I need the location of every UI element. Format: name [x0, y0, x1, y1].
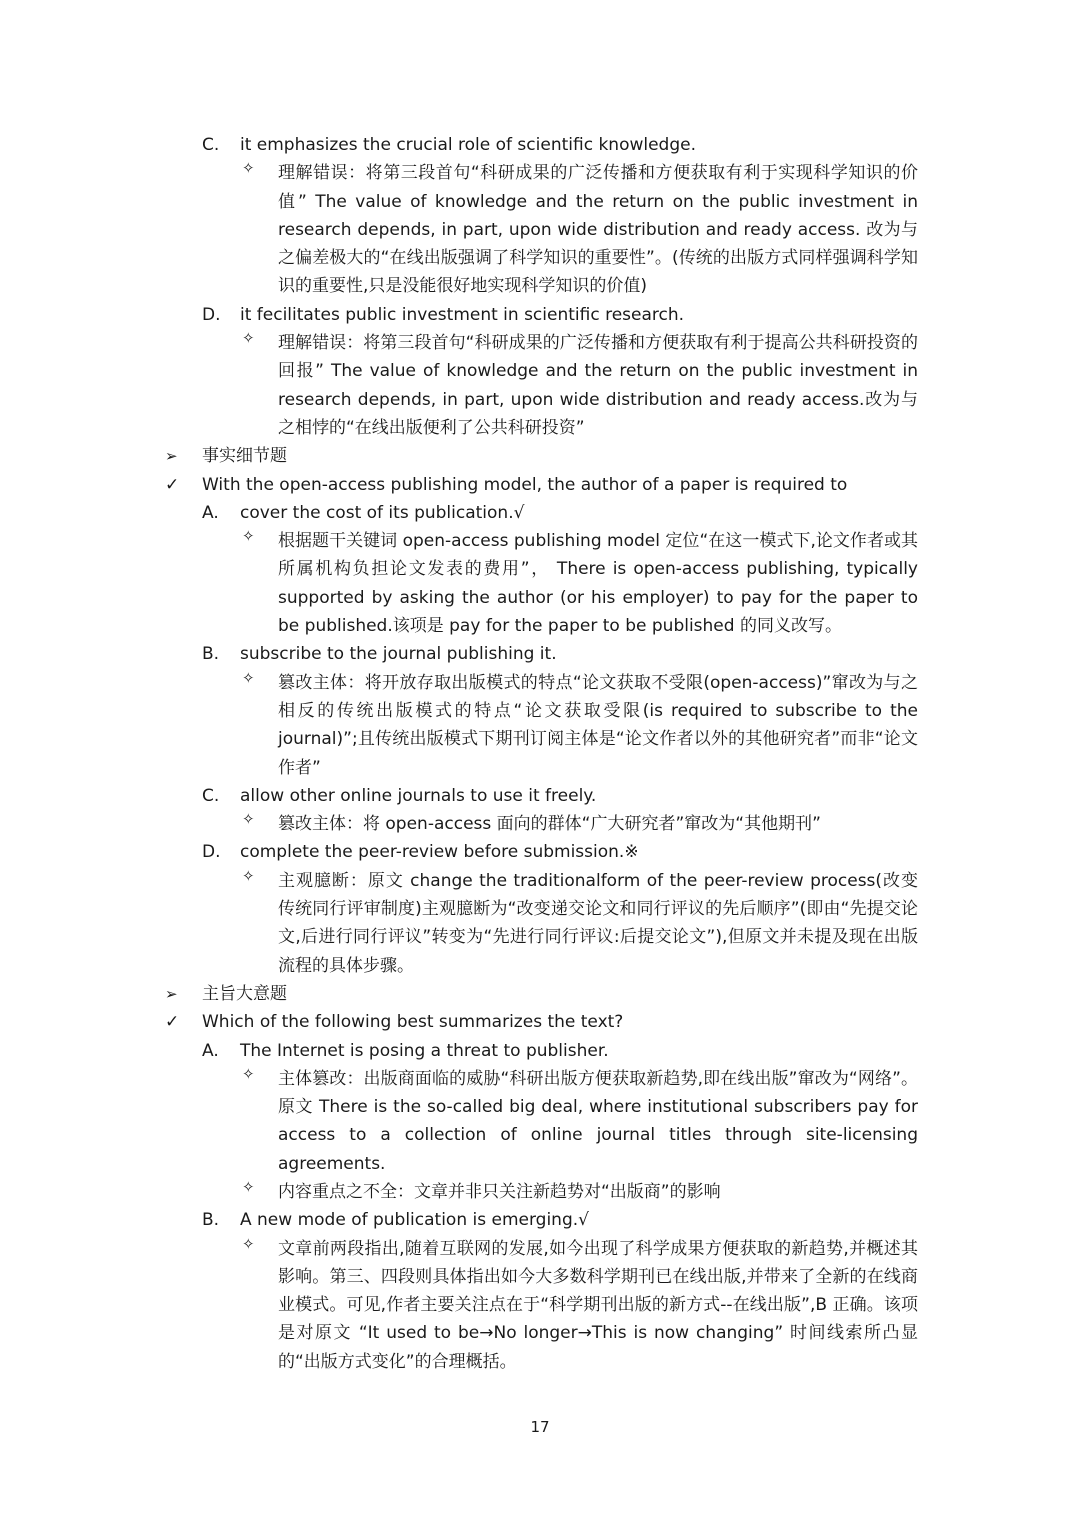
- option-text: allow other online journals to use it freely.: [240, 785, 597, 806]
- section-heading: [160, 442, 920, 470]
- question-text: Which of the following best summarizes the text?: [202, 1012, 624, 1033]
- explanation-item: [160, 527, 918, 640]
- option-letter: C.: [202, 785, 220, 806]
- explanation-text: 篡改主体：将 open-access 面向的群体“广大研究者”窜改为“其他期刊”: [278, 814, 821, 835]
- checkmark-icon: ✓: [165, 1012, 180, 1033]
- option-letter: A.: [202, 1040, 219, 1061]
- option-text: The Internet is posing a threat to publisher.: [240, 1040, 609, 1061]
- section-heading: [160, 980, 920, 1008]
- explanation-text: 内容重点之不全：文章并非只关注新趋势对“出版商”的影响: [278, 1181, 721, 1202]
- explanation-item: [160, 1178, 918, 1206]
- option-letter: B.: [202, 644, 220, 665]
- diamond-bullet-icon: ✧: [242, 668, 255, 687]
- option-letter: A.: [202, 502, 219, 523]
- option-text: cover the cost of its publication.√: [240, 502, 525, 523]
- section-title: 事实细节题: [202, 446, 287, 467]
- explanation-text: 文章前两段指出,随着互联网的发展,如今出现了科学成果方便获取的新趋势,并概述其影响。第三、四段则具体指出如今大多数科学期刊已在线出版,并带来了全新的在线商业模式。可见,作者主要关注点在于“科学期刊出版的新方式--在线出版”,B 正确。该项是对原文 “It used to be→No longer→This is now changing” 时间线索所凸显的“出版方式变化”的合理概括。: [278, 1238, 918, 1372]
- page-content: [160, 131, 920, 1376]
- diamond-bullet-icon: ✧: [242, 329, 255, 348]
- arrow-bullet-icon: ➢: [165, 447, 178, 466]
- explanation-item: [160, 867, 918, 980]
- option-text: complete the peer-review before submission.※: [240, 842, 639, 863]
- section-title: 主旨大意题: [202, 983, 287, 1004]
- option-letter: D.: [202, 304, 221, 325]
- option-text: subscribe to the journal publishing it.: [240, 644, 557, 665]
- explanation-text: 主观臆断：原文 change the traditionalform of the peer-review process(改变传统同行评审制度)主观臆断为“改变递交论文和同行评议的先后顺序”(即由“先提交论文,后进行同行评议”转变为“先进行同行评议:后提交论文”),但原文并未提及现在出版流程的具体步骤。: [278, 870, 918, 976]
- diamond-bullet-icon: ✧: [242, 1234, 255, 1253]
- question-text: With the open-access publishing model, the author of a paper is required to: [202, 474, 848, 495]
- question: [160, 471, 920, 499]
- option-a: [160, 1037, 920, 1065]
- explanation-item: [160, 329, 918, 442]
- option-text: A new mode of publication is emerging.√: [240, 1210, 589, 1231]
- option-letter: C.: [202, 135, 220, 155]
- checkmark-icon: ✓: [165, 474, 180, 495]
- page-number: 17: [530, 1418, 550, 1436]
- option-d: [160, 301, 920, 329]
- explanation-text: 理解错误：将第三段首句“科研成果的广泛传播和方便获取有利于提高公共科研投资的回报” The value of knowledge and the return on the public investment in research depends, in part, upon wide distribution and ready access.改为与之相悖的“在线出版便利了公共科研投资”: [278, 333, 918, 438]
- diamond-bullet-icon: ✧: [242, 527, 255, 546]
- option-text: it emphasizes the crucial role of scientific knowledge.: [240, 135, 696, 155]
- option-a: [160, 499, 920, 527]
- diamond-bullet-icon: ✧: [242, 810, 255, 829]
- question: [160, 1008, 920, 1036]
- option-c: [160, 131, 920, 159]
- explanation-item: [160, 669, 918, 782]
- option-d: [160, 838, 920, 866]
- explanation-item: [160, 810, 918, 838]
- option-c: [160, 782, 920, 810]
- explanation-item: [160, 1065, 918, 1178]
- explanation-item: [160, 159, 918, 300]
- diamond-bullet-icon: ✧: [242, 866, 255, 885]
- option-text: it fecilitates public investment in scientific research.: [240, 304, 685, 325]
- diamond-bullet-icon: ✧: [242, 159, 255, 178]
- option-letter: D.: [202, 842, 221, 863]
- explanation-text: 篡改主体：将开放存取出版模式的特点“论文获取不受限(open-access)”窜改为与之相反的传统出版模式的特点“论文获取受限(is required to subscribe to the journal)”;且传统出版模式下期刊订阅主体是“论文作者以外的其他研究者”而非“论文作者”: [278, 672, 918, 778]
- option-letter: B.: [202, 1210, 220, 1231]
- arrow-bullet-icon: ➢: [165, 984, 178, 1003]
- explanation-item: [160, 1235, 918, 1376]
- explanation-text: 根据题干关键词 open-access publishing model 定位“在这一模式下,论文作者或其所属机构负担论文发表的费用”， There is open-access publishing, typically supported by asking the author (or his employer) to pay for the paper to be published.该项是 pay for the paper to be published 的同义改写。: [278, 531, 918, 637]
- option-b: [160, 640, 920, 668]
- diamond-bullet-icon: ✧: [242, 1177, 255, 1196]
- explanation-text: 理解错误：将第三段首句“科研成果的广泛传播和方便获取有利于实现科学知识的价值” The value of knowledge and the return on the public investment in research depends, in part, upon wide distribution and ready access. 改为与之偏差极大的“在线出版强调了科学知识的重要性”。(传统的出版方式同样强调科学知识的重要性,只是没能很好地实现科学知识的价值): [278, 163, 918, 297]
- explanation-text: 主体篡改：出版商面临的威胁“科研出版方便获取新趋势,即在线出版”窜改为“网络”。原文 There is the so-called big deal, where institutional subscribers pay for access to a collection of online journal titles through site-licensing agreements.: [278, 1068, 918, 1174]
- diamond-bullet-icon: ✧: [242, 1064, 255, 1083]
- option-b: [160, 1206, 920, 1234]
